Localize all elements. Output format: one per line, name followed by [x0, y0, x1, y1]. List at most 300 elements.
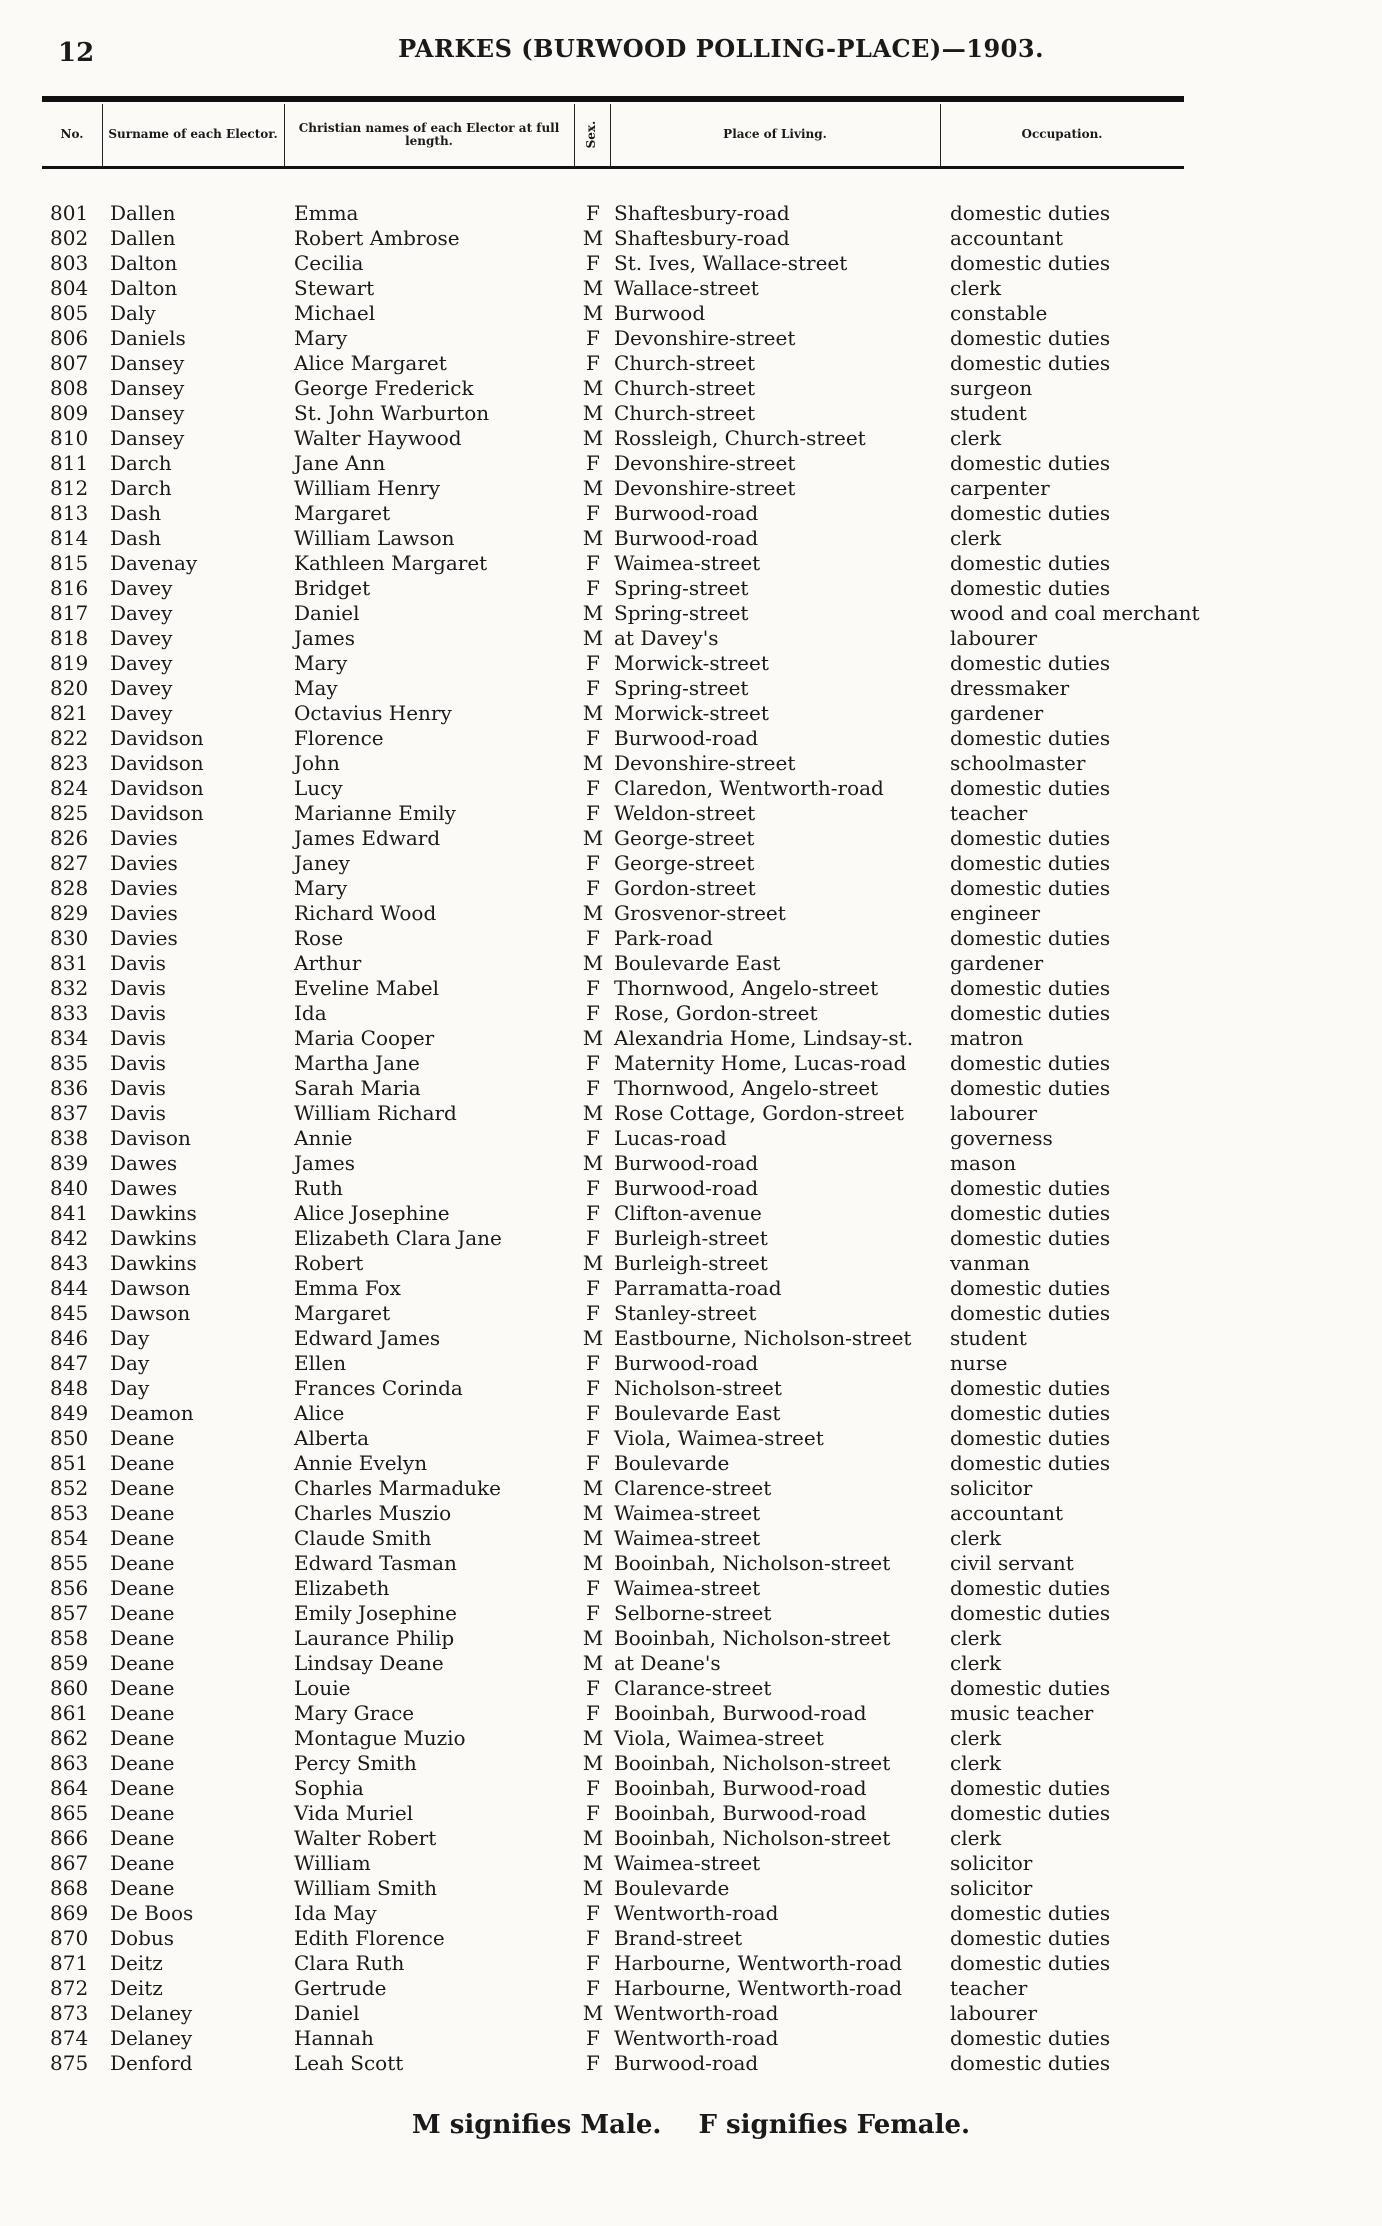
row-christian-names: James — [294, 1151, 356, 1175]
row-occupation: mason — [950, 1151, 1017, 1175]
row-christian-names: Ida May — [294, 1901, 377, 1925]
row-place: Eastbourne, Nicholson-street — [614, 1326, 912, 1350]
row-sex: F — [586, 1601, 600, 1625]
table-row — [42, 326, 1184, 351]
row-place: Waimea-street — [614, 551, 761, 575]
table-row — [42, 826, 1184, 851]
table-row — [42, 1851, 1184, 1876]
row-occupation: domestic duties — [950, 1276, 1111, 1300]
table-row — [42, 726, 1184, 751]
table-row — [42, 676, 1184, 701]
row-sex: F — [586, 1076, 600, 1100]
row-sex: M — [582, 526, 604, 550]
row-christian-names: Mary — [294, 326, 348, 350]
row-place: Devonshire-street — [614, 326, 796, 350]
row-place: Shaftesbury-road — [614, 226, 790, 250]
table-row — [42, 1126, 1184, 1151]
row-occupation: domestic duties — [950, 1601, 1111, 1625]
row-occupation: domestic duties — [950, 926, 1111, 950]
row-occupation: domestic duties — [950, 826, 1111, 850]
row-surname: Delaney — [110, 2026, 193, 2050]
row-number: 826 — [50, 826, 89, 850]
row-occupation: clerk — [950, 526, 1002, 550]
row-place: at Deane's — [614, 1651, 721, 1675]
row-surname: Dawes — [110, 1176, 178, 1200]
row-surname: Davies — [110, 876, 178, 900]
row-sex: F — [586, 1301, 600, 1325]
row-number: 812 — [50, 476, 89, 500]
row-sex: M — [582, 1651, 604, 1675]
row-surname: Denford — [110, 2051, 193, 2075]
table-row — [42, 1976, 1184, 2001]
row-sex: F — [586, 201, 600, 225]
row-surname: Davis — [110, 1026, 166, 1050]
row-place: Spring-street — [614, 676, 749, 700]
row-number: 836 — [50, 1076, 89, 1100]
row-surname: Dalton — [110, 276, 178, 300]
row-surname: Davey — [110, 651, 173, 675]
row-christian-names: Emma Fox — [294, 1276, 401, 1300]
col-header-christian: Christian names of each Elector at full length. — [284, 104, 575, 166]
row-number: 869 — [50, 1901, 89, 1925]
row-occupation: domestic duties — [950, 551, 1111, 575]
col-header-surname: Surname of each Elector. — [102, 104, 285, 166]
row-surname: Deane — [110, 1576, 175, 1600]
row-number: 815 — [50, 551, 89, 575]
row-occupation: civil servant — [950, 1551, 1074, 1575]
row-surname: Deane — [110, 1501, 175, 1525]
row-sex: M — [582, 426, 604, 450]
row-occupation: schoolmaster — [950, 751, 1086, 775]
row-number: 865 — [50, 1801, 89, 1825]
table-row — [42, 201, 1184, 226]
row-sex: M — [582, 951, 604, 975]
row-place: Clarance-street — [614, 1676, 772, 1700]
row-occupation: domestic duties — [950, 201, 1111, 225]
row-occupation: surgeon — [950, 376, 1033, 400]
row-christian-names: Elizabeth — [294, 1576, 390, 1600]
row-place: Spring-street — [614, 576, 749, 600]
table-row — [42, 1826, 1184, 1851]
row-surname: Dash — [110, 501, 162, 525]
row-place: Burwood-road — [614, 2051, 759, 2075]
row-occupation: domestic duties — [950, 976, 1111, 1000]
row-occupation: accountant — [950, 1501, 1064, 1525]
table-row — [42, 601, 1200, 626]
row-christian-names: James — [294, 626, 356, 650]
row-christian-names: Laurance Philip — [294, 1626, 455, 1650]
row-number: 860 — [50, 1676, 89, 1700]
row-christian-names: John — [294, 751, 340, 775]
row-number: 813 — [50, 501, 89, 525]
row-surname: Deane — [110, 1826, 175, 1850]
table-row — [42, 1601, 1184, 1626]
row-sex: F — [586, 1676, 600, 1700]
row-occupation: domestic duties — [950, 1076, 1111, 1100]
row-number: 871 — [50, 1951, 89, 1975]
row-sex: F — [586, 1276, 600, 1300]
row-sex: F — [586, 551, 600, 575]
row-number: 868 — [50, 1876, 89, 1900]
row-surname: Davies — [110, 901, 178, 925]
row-occupation: domestic duties — [950, 1951, 1111, 1975]
row-christian-names: May — [294, 676, 338, 700]
row-place: Wentworth-road — [614, 1901, 779, 1925]
table-row — [42, 1551, 1184, 1576]
row-number: 858 — [50, 1626, 89, 1650]
table-row — [42, 1276, 1184, 1301]
row-surname: Deane — [110, 1851, 175, 1875]
table-row — [42, 1926, 1184, 1951]
table-row — [42, 1301, 1184, 1326]
row-occupation: domestic duties — [950, 1451, 1111, 1475]
table-row — [42, 1801, 1184, 1826]
row-place: George-street — [614, 851, 755, 875]
row-surname: Dawkins — [110, 1201, 197, 1225]
row-sex: F — [586, 1701, 600, 1725]
row-occupation: domestic duties — [950, 651, 1111, 675]
row-surname: Davies — [110, 851, 178, 875]
row-christian-names: Charles Marmaduke — [294, 1476, 502, 1500]
row-surname: Davey — [110, 676, 173, 700]
legend-female: F signifies Female. — [698, 2110, 971, 2140]
row-surname: Deane — [110, 1601, 175, 1625]
row-surname: Davies — [110, 826, 178, 850]
row-sex: F — [586, 351, 600, 375]
row-place: Devonshire-street — [614, 751, 796, 775]
table-row — [42, 751, 1184, 776]
row-christian-names: Ellen — [294, 1351, 347, 1375]
row-place: Claredon, Wentworth-road — [614, 776, 884, 800]
row-number: 846 — [50, 1326, 89, 1350]
row-christian-names: William — [294, 1851, 371, 1875]
row-sex: M — [582, 401, 604, 425]
table-row — [42, 526, 1184, 551]
row-christian-names: Kathleen Margaret — [294, 551, 488, 575]
row-place: Waimea-street — [614, 1526, 761, 1550]
row-number: 851 — [50, 1451, 89, 1475]
row-surname: Dansey — [110, 376, 185, 400]
table-row — [42, 451, 1184, 476]
page-title: PARKES (BURWOOD POLLING-PLACE)—1903. — [398, 34, 1044, 63]
row-sex: M — [582, 226, 604, 250]
header-rule — [42, 96, 1184, 102]
row-occupation: carpenter — [950, 476, 1050, 500]
row-place: St. Ives, Wallace-street — [614, 251, 848, 275]
col-header-occupation: Occupation. — [1021, 127, 1103, 142]
row-surname: Davis — [110, 1101, 166, 1125]
row-number: 857 — [50, 1601, 89, 1625]
row-sex: M — [582, 1851, 604, 1875]
table-row — [42, 1576, 1184, 1601]
row-number: 808 — [50, 376, 89, 400]
row-christian-names: Richard Wood — [294, 901, 437, 925]
row-christian-names: Jane Ann — [294, 451, 386, 475]
table-row — [42, 1201, 1184, 1226]
row-christian-names: Montague Muzio — [294, 1726, 466, 1750]
row-occupation: domestic duties — [950, 1301, 1111, 1325]
row-number: 874 — [50, 2026, 89, 2050]
row-occupation: domestic duties — [950, 1576, 1111, 1600]
row-sex: F — [586, 2026, 600, 2050]
row-place: Stanley-street — [614, 1301, 757, 1325]
row-christian-names: Mary Grace — [294, 1701, 415, 1725]
row-christian-names: Florence — [294, 726, 384, 750]
row-christian-names: Daniel — [294, 601, 360, 625]
row-occupation: domestic duties — [950, 2026, 1111, 2050]
row-place: Boulevarde — [614, 1876, 730, 1900]
row-number: 817 — [50, 601, 89, 625]
row-place: Booinbah, Nicholson-street — [614, 1551, 891, 1575]
row-sex: M — [582, 1626, 604, 1650]
row-occupation: clerk — [950, 1826, 1002, 1850]
row-place: Burwood-road — [614, 526, 759, 550]
table-row — [42, 1676, 1184, 1701]
row-sex: F — [586, 1426, 600, 1450]
row-number: 829 — [50, 901, 89, 925]
row-number: 853 — [50, 1501, 89, 1525]
row-sex: M — [582, 751, 604, 775]
row-sex: F — [586, 1226, 600, 1250]
row-number: 805 — [50, 301, 89, 325]
row-surname: Day — [110, 1351, 150, 1375]
row-sex: M — [582, 1251, 604, 1275]
row-christian-names: Marianne Emily — [294, 801, 456, 825]
row-occupation: nurse — [950, 1351, 1008, 1375]
row-number: 838 — [50, 1126, 89, 1150]
table-row — [42, 1176, 1184, 1201]
row-christian-names: Stewart — [294, 276, 375, 300]
row-place: Boulevarde East — [614, 1401, 781, 1425]
row-occupation: domestic duties — [950, 1901, 1111, 1925]
row-christian-names: Octavius Henry — [294, 701, 452, 725]
row-sex: F — [586, 976, 600, 1000]
row-surname: Deane — [110, 1651, 175, 1675]
row-number: 816 — [50, 576, 89, 600]
col-header-sex-label: Sex. — [584, 121, 599, 149]
row-surname: Davidson — [110, 751, 204, 775]
row-place: Rossleigh, Church-street — [614, 426, 866, 450]
table-row — [42, 1376, 1184, 1401]
table-row — [42, 1901, 1184, 1926]
row-place: Wentworth-road — [614, 2001, 779, 2025]
row-place: Waimea-street — [614, 1851, 761, 1875]
row-sex: M — [582, 1026, 604, 1050]
table-row — [42, 501, 1184, 526]
row-number: 847 — [50, 1351, 89, 1375]
row-sex: F — [586, 776, 600, 800]
row-sex: F — [586, 1451, 600, 1475]
row-christian-names: Hannah — [294, 2026, 374, 2050]
row-number: 854 — [50, 1526, 89, 1550]
row-occupation: domestic duties — [950, 451, 1111, 475]
row-surname: Dallen — [110, 226, 176, 250]
row-surname: Davis — [110, 1001, 166, 1025]
table-row — [42, 851, 1184, 876]
row-sex: F — [586, 1801, 600, 1825]
row-christian-names: Arthur — [294, 951, 362, 975]
row-place: Church-street — [614, 401, 756, 425]
row-place: Booinbah, Burwood-road — [614, 1701, 867, 1725]
row-occupation: engineer — [950, 901, 1041, 925]
table-row — [42, 1951, 1184, 1976]
table-row — [42, 901, 1184, 926]
row-sex: F — [586, 851, 600, 875]
row-christian-names: William Henry — [294, 476, 441, 500]
table-row — [42, 576, 1184, 601]
row-place: Harbourne, Wentworth-road — [614, 1951, 903, 1975]
table-row — [42, 801, 1184, 826]
row-place: Viola, Waimea-street — [614, 1726, 824, 1750]
row-place: Booinbah, Burwood-road — [614, 1776, 867, 1800]
row-occupation: clerk — [950, 276, 1002, 300]
row-surname: Dawes — [110, 1151, 178, 1175]
row-christian-names: Sophia — [294, 1776, 364, 1800]
row-surname: Deane — [110, 1726, 175, 1750]
row-christian-names: Martha Jane — [294, 1051, 420, 1075]
row-occupation: vanman — [950, 1251, 1030, 1275]
row-occupation: labourer — [950, 1101, 1038, 1125]
table-row — [42, 1651, 1184, 1676]
row-christian-names: Edward Tasman — [294, 1551, 457, 1575]
row-surname: Day — [110, 1326, 150, 1350]
row-occupation: domestic duties — [950, 1401, 1111, 1425]
row-occupation: domestic duties — [950, 1226, 1111, 1250]
row-number: 835 — [50, 1051, 89, 1075]
row-place: Burwood-road — [614, 501, 759, 525]
row-occupation: domestic duties — [950, 876, 1111, 900]
row-occupation: accountant — [950, 226, 1064, 250]
row-occupation: labourer — [950, 2001, 1038, 2025]
row-number: 832 — [50, 976, 89, 1000]
row-number: 870 — [50, 1926, 89, 1950]
row-christian-names: Ruth — [294, 1176, 343, 1200]
row-place: Shaftesbury-road — [614, 201, 790, 225]
table-row — [42, 1226, 1184, 1251]
row-number: 843 — [50, 1251, 89, 1275]
row-christian-names: Margaret — [294, 501, 391, 525]
row-number: 827 — [50, 851, 89, 875]
row-christian-names: Alice Josephine — [294, 1201, 450, 1225]
row-number: 872 — [50, 1976, 89, 2000]
row-occupation: teacher — [950, 1976, 1028, 2000]
row-occupation: domestic duties — [950, 1426, 1111, 1450]
row-place: Burwood-road — [614, 1351, 759, 1375]
row-sex: M — [582, 601, 604, 625]
row-occupation: clerk — [950, 1526, 1002, 1550]
row-occupation: wood and coal merchant — [950, 601, 1200, 625]
row-christian-names: Ida — [294, 1001, 327, 1025]
row-christian-names: Robert Ambrose — [294, 226, 460, 250]
table-header — [42, 104, 1184, 169]
row-place: Spring-street — [614, 601, 749, 625]
row-number: 867 — [50, 1851, 89, 1875]
row-surname: Dansey — [110, 426, 185, 450]
row-number: 831 — [50, 951, 89, 975]
row-occupation: solicitor — [950, 1876, 1033, 1900]
row-sex: F — [586, 451, 600, 475]
row-place: Thornwood, Angelo-street — [614, 1076, 879, 1100]
page-number: 12 — [58, 38, 95, 68]
row-surname: Davidson — [110, 801, 204, 825]
row-christian-names: Percy Smith — [294, 1751, 417, 1775]
row-place: Booinbah, Burwood-road — [614, 1801, 867, 1825]
row-sex: M — [582, 1876, 604, 1900]
row-surname: Davis — [110, 976, 166, 1000]
row-number: 807 — [50, 351, 89, 375]
table-row — [42, 2051, 1184, 2076]
row-surname: Day — [110, 1376, 150, 1400]
row-place: Devonshire-street — [614, 476, 796, 500]
row-number: 839 — [50, 1151, 89, 1175]
row-number: 802 — [50, 226, 89, 250]
row-number: 842 — [50, 1226, 89, 1250]
row-place: Burleigh-street — [614, 1226, 768, 1250]
row-place: Waimea-street — [614, 1576, 761, 1600]
row-number: 809 — [50, 401, 89, 425]
row-number: 873 — [50, 2001, 89, 2025]
table-row — [42, 1726, 1184, 1751]
row-occupation: domestic duties — [950, 576, 1111, 600]
row-surname: Dawson — [110, 1276, 191, 1300]
row-christian-names: Lucy — [294, 776, 343, 800]
row-number: 862 — [50, 1726, 89, 1750]
row-christian-names: Janey — [294, 851, 350, 875]
row-surname: Deane — [110, 1551, 175, 1575]
row-occupation: domestic duties — [950, 1376, 1111, 1400]
row-number: 849 — [50, 1401, 89, 1425]
row-place: Burleigh-street — [614, 1251, 768, 1275]
row-number: 861 — [50, 1701, 89, 1725]
table-row — [42, 401, 1184, 426]
row-sex: M — [582, 701, 604, 725]
row-occupation: domestic duties — [950, 2051, 1111, 2075]
row-occupation: clerk — [950, 1726, 1002, 1750]
row-place: Morwick-street — [614, 651, 769, 675]
table-row — [42, 1001, 1184, 1026]
row-occupation: music teacher — [950, 1701, 1094, 1725]
row-number: 840 — [50, 1176, 89, 1200]
row-place: Wallace-street — [614, 276, 759, 300]
row-number: 821 — [50, 701, 89, 725]
row-place: Burwood-road — [614, 726, 759, 750]
table-row — [42, 626, 1184, 651]
row-place: Weldon-street — [614, 801, 756, 825]
row-place: Park-road — [614, 926, 713, 950]
row-number: 852 — [50, 1476, 89, 1500]
table-row — [42, 1326, 1184, 1351]
row-occupation: domestic duties — [950, 326, 1111, 350]
table-row — [42, 976, 1184, 1001]
row-sex: M — [582, 826, 604, 850]
row-surname: De Boos — [110, 1901, 194, 1925]
table-row — [42, 951, 1184, 976]
row-surname: Davies — [110, 926, 178, 950]
row-number: 810 — [50, 426, 89, 450]
row-number: 875 — [50, 2051, 89, 2075]
row-number: 818 — [50, 626, 89, 650]
row-place: Parramatta-road — [614, 1276, 782, 1300]
row-number: 848 — [50, 1376, 89, 1400]
row-number: 833 — [50, 1001, 89, 1025]
row-occupation: student — [950, 1326, 1027, 1350]
row-occupation: teacher — [950, 801, 1028, 825]
row-surname: Dallen — [110, 201, 176, 225]
row-surname: Davey — [110, 626, 173, 650]
row-place: Boulevarde East — [614, 951, 781, 975]
table-row — [42, 276, 1184, 301]
row-number: 859 — [50, 1651, 89, 1675]
